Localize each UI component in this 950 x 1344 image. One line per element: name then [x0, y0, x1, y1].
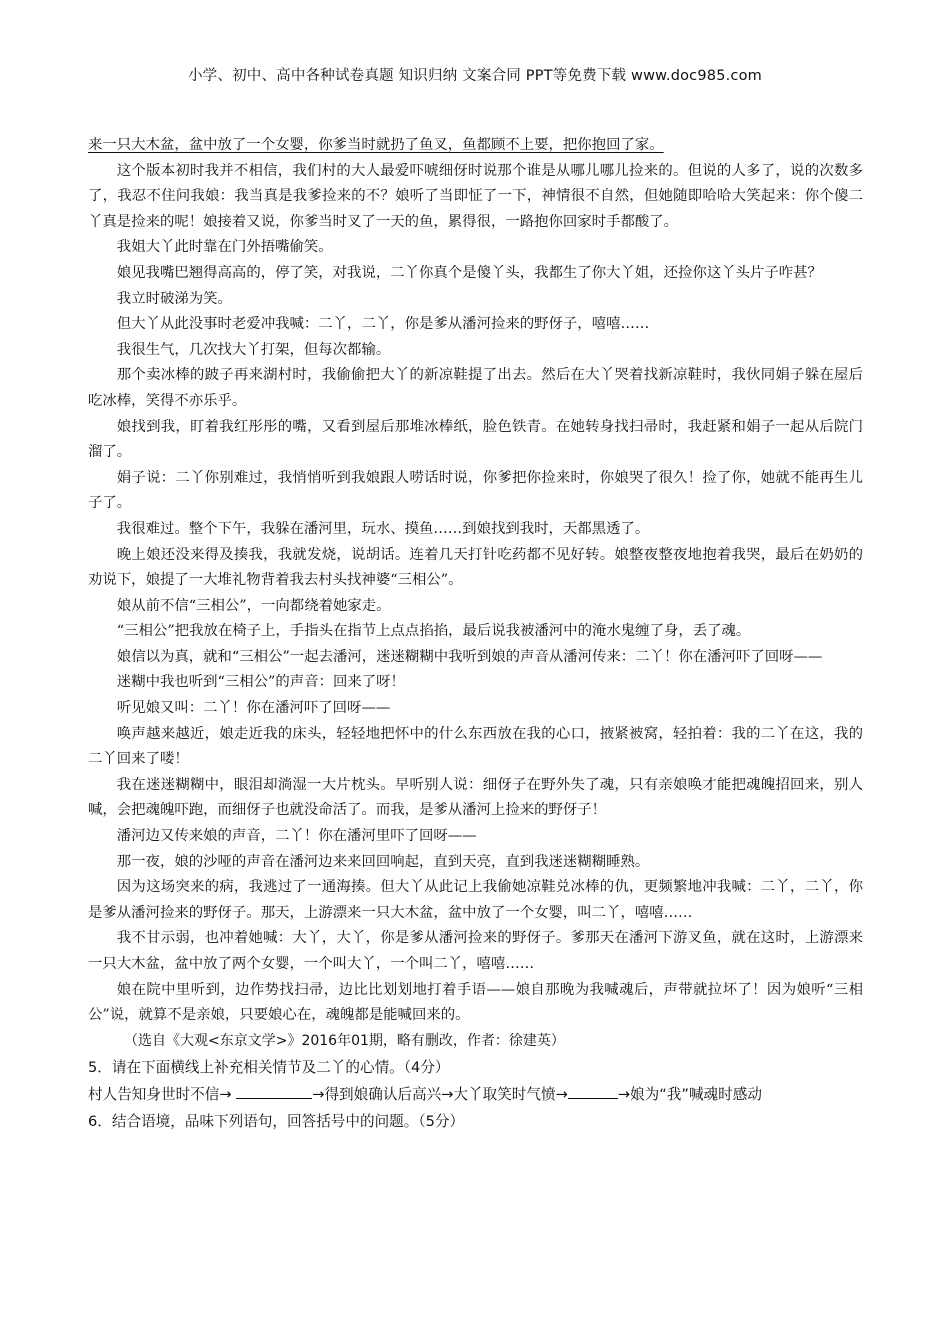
story-paragraph: 那一夜，娘的沙哑的声音在潘河边来来回回响起，直到天亮，直到我迷迷糊糊睡熟。: [116, 853, 650, 870]
question-5-title: 5．请在下面横线上补充相关情节及二丫的心情。（4分）: [88, 1059, 450, 1077]
story-paragraph: 唤声越来越近，娘走近我的床头，轻轻地把怀中的什么东西放在我的心口，掖紧被窝，轻拍着：我的二丫在这，我的二丫回来了喽！: [88, 725, 863, 768]
chain-step-3: →娘为“我”喊魂时感动: [617, 1086, 762, 1104]
story-paragraph: 我不甘示弱，也冲着她喊：大丫，大丫，你是爹从潘河捡来的野伢子。爹那天在潘河下游叉鱼，就在这时，上游漂来一只大木盆，盆中放了两个女婴，一个叫大丫，一个叫二丫，嘻嘻……: [88, 930, 863, 972]
story-paragraph: 娘信以为真，就和“三相公”一起去潘河，迷迷糊糊中我听到娘的声音从潘河传来：二丫！你在潘河吓了回呀——: [116, 648, 823, 665]
answer-blank-2: [568, 1084, 618, 1099]
story-paragraph: 我姐大丫此时靠在门外捂嘴偷笑。: [116, 239, 333, 256]
story-paragraph: 我在迷迷糊糊中，眼泪却淌湿一大片枕头。早听别人说：细伢子在野外失了魂，只有亲娘唤才能把魂魄招回来，别人喊，会把魂魄吓跑，而细伢子也就没命活了。而我，是爹从潘河上捡来的野伢子！: [88, 776, 863, 819]
question-5-chain: [88, 1081, 863, 1108]
story-paragraph: 娘见我嘴巴翘得高高的，停了笑，对我说，二丫你真个是傻丫头，我都生了你大丫姐，还捡你这丫头片子咋甚？: [116, 264, 822, 281]
story-paragraph: 我很生气，几次找大丫打架，但每次都输。: [116, 341, 391, 358]
document-body: [88, 133, 863, 1135]
answer-blank-1: [236, 1084, 312, 1099]
story-paragraph: 潘河边又传来娘的声音，二丫！你在潘河里吓了回呀——: [116, 828, 477, 845]
story-paragraph: 我很难过。整个下午，我躲在潘河里，玩水、摸鱼……到娘找到我时，天都黑透了。: [116, 520, 650, 537]
page-header: 小学、初中、高中各种试卷真题 知识归纳 文案合同 PPT等免费下载 www.doc985.com: [187, 68, 763, 84]
question-6-title: 6．结合语境，品味下列语句，回答括号中的问题。（5分）: [88, 1113, 465, 1131]
story-paragraphs: [88, 159, 863, 1029]
story-paragraph: 娟子说：二丫你别难过，我悄悄听到我娘跟人唠话时说，你爹把你捡来时，你娘哭了很久！捡了你，她就不能再生儿子了。: [88, 469, 863, 512]
story-paragraph: “三相公”把我放在椅子上，手指头在指节上点点掐掐，最后说我被潘河中的淹水鬼缠了身，丢了魂。: [116, 623, 751, 640]
story-paragraph: 迷糊中我也听到“三相公”的声音：回来了呀！: [116, 674, 405, 691]
source-citation: （选自《大观<东京文学>》2016年01期，略有删改，作者：徐建英）: [124, 1032, 565, 1049]
story-paragraph: 听见娘又叫：二丫！你在潘河吓了回呀——: [116, 700, 391, 717]
story-paragraph: 娘在院中里听到，边作势找扫帚，边比比划划地打着手语——娘自那晚为我喊魂后，声带就拉坏了！因为娘听“三相公”说，就算不是亲娘，只要娘心在，魂魄都是能喊回来的。: [88, 981, 863, 1024]
story-paragraph: 我立时破涕为笑。: [116, 290, 232, 307]
chain-step-1: 村人告知身世时不信→: [88, 1086, 237, 1104]
chain-step-2: →得到娘确认后高兴→大丫取笑时气愤→: [312, 1086, 568, 1104]
story-paragraph: 但大丫从此没事时老爱冲我喊：二丫，二丫，你是爹从潘河捡来的野伢子，嘻嘻……: [116, 316, 650, 333]
story-paragraph: 晚上娘还没来得及揍我，我就发烧，说胡话。连着几天打针吃药都不见好转。娘整夜整夜地抱着我哭，最后在奶奶的劝说下，娘提了一大堆礼物背着我去村头找神婆“三相公”。: [88, 546, 863, 589]
story-paragraph: 娘找到我，盯着我红彤彤的嘴，又看到屋后那堆冰棒纸，脸色铁青。在她转身找扫帚时，我赶紧和娟子一起从后院门溜了。: [88, 418, 863, 461]
story-continuation-line: [88, 133, 863, 159]
story-paragraph: 娘从前不信“三相公”，一向都绕着她家走。: [116, 597, 391, 614]
story-paragraph: 这个版本初时我并不相信，我们村的大人最爱吓唬细伢时说那个谁是从哪儿哪儿捡来的。但说的人多了，说的次数多了，我忍不住问我娘：我当真是我爹捡来的不？娘听了当即怔了一下，神情很不自然，但她随即哈哈大笑起来：你个傻二丫真是捡来的呢！娘接着又说，你爹当时叉了一天的鱼，累得很，一路抱你回家时手都酸了。: [88, 162, 863, 230]
story-paragraph: 那个卖冰棒的跛子再来湖村时，我偷偷把大丫的新凉鞋提了出去。然后在大丫哭着找新凉鞋时，我伙同娟子躲在屋后吃冰棒，笑得不亦乐乎。: [88, 367, 863, 409]
underlined-sentence: 来一只大木盆，盆中放了一个女婴，你爹当时就扔了鱼叉，鱼都顾不上要，把你抱回了家。: [88, 137, 664, 153]
story-paragraph: 因为这场突来的病，我逃过了一通海揍。但大丫从此记上我偷她凉鞋兑冰棒的仇，更频繁地冲我喊：二丫，二丫，你是爹从潘河捡来的野伢子。那天，上游漂来一只大木盆，盆中放了一个女婴，叫二丫，嘻嘻……: [88, 879, 863, 921]
